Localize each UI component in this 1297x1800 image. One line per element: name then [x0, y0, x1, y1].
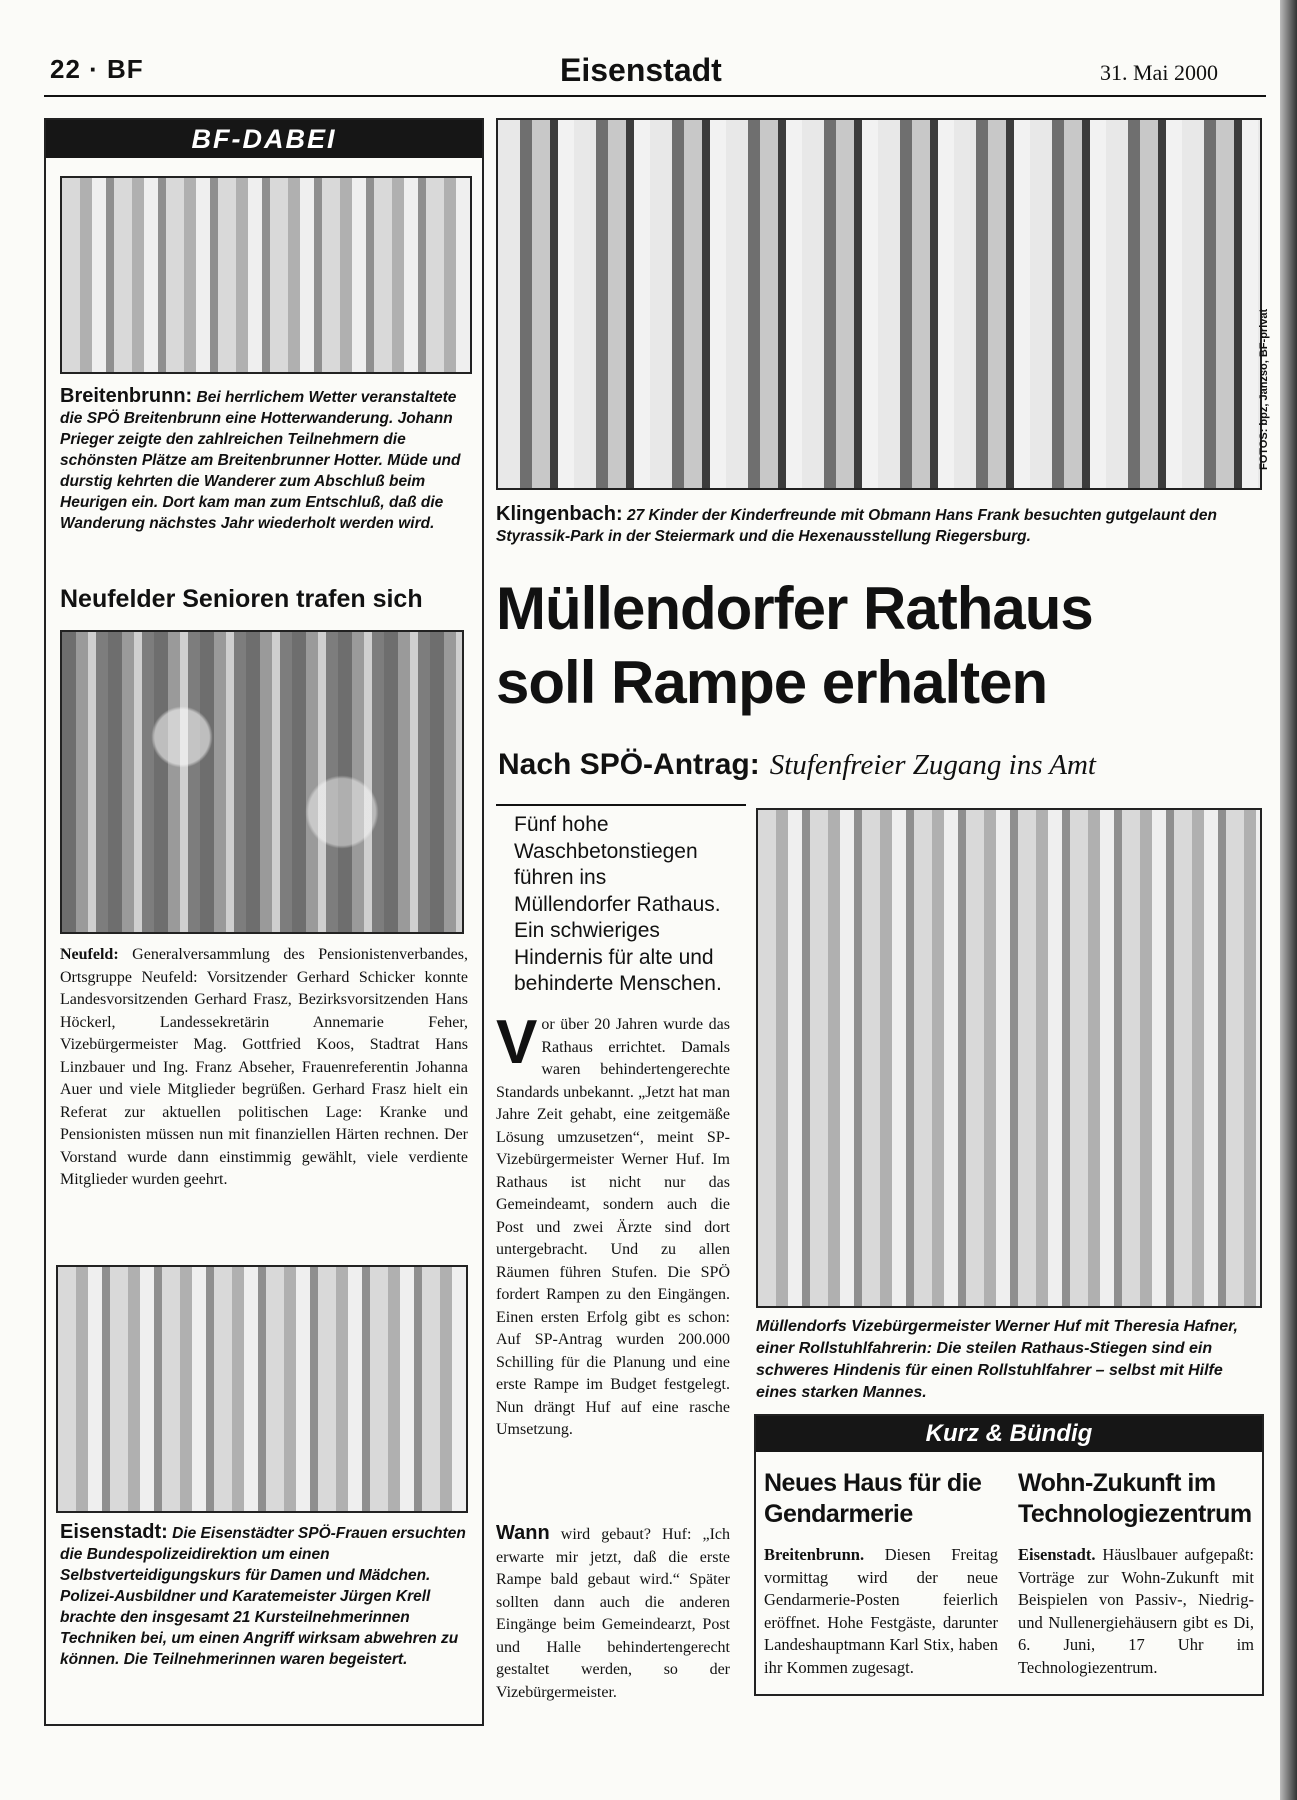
caption-klingenbach: [496, 504, 1262, 547]
teaser: Fünf hohe Waschbetonstiegen führen ins Müllendorfer Rathaus. Ein schwieriges Hindernis für alte und behinderte Menschen.: [514, 813, 722, 995]
article-body-2: wird gebaut? Huf: „Ich erwarte mir jetzt, daß die erste Rampe bald gebaut wird.“ Später sollten dann auch die anderen Eingänge beim Gemeindearzt, Post und Halle behindertengerecht gestaltet werden, so der Vizebürgermeister.: [496, 1526, 731, 1701]
group-photo-breitenbrunn: [60, 176, 472, 374]
kurz-item1-text: Diesen Freitag vormittag wird der neue Gendarmerie-Posten feierlich eröffnet. Hohe Festgäste, darunter Landeshauptmann Karl Stix, haben ihr Kommen zugesagt.: [764, 1545, 998, 1677]
kurz-item2-body: [1018, 1544, 1254, 1679]
neufeld-headline: Neufelder Senioren trafen sich: [60, 585, 423, 613]
photo-klingenbach-children: [496, 118, 1262, 490]
issue-date: 31. Mai 2000: [1100, 60, 1218, 85]
headline-line-2: soll Rampe erhalten: [496, 649, 1048, 716]
kurz-item2-place: Eisenstadt.: [1018, 1545, 1096, 1564]
neufeld-place: Neufeld:: [60, 946, 119, 963]
teaser-rule: [496, 804, 746, 806]
photo-eisenstadt-course: [56, 1265, 468, 1513]
caption-place-klingenbach: Klingenbach:: [496, 503, 623, 525]
kurz-item1-place: Breitenbrunn.: [764, 1545, 865, 1564]
subheadline: [498, 748, 1096, 782]
neufeld-text: Generalversammlung des Pensionistenverbandes, Ortsgruppe Neufeld: Vorsitzender Gerhard Schicker konnte Landesvorsitzenden Gerhard Frasz, Bezirksvorsitzenden Hans Höckerl, Landessekretärin Annemarie Feher, Vizebürgermeister Mag. Gottfried Koos, Stadtrat Hans Linzbauer und Ing. Franz Abseher, Frauenreferentin Johanna Auer und viele Mitglieder begrüßen. Gerhard Frasz hielt ein Referat zur aktuellen politischen Lage: Kranke und Pensionisten müssen nun mit finanziellen Härten rechnen. Der Vorstand wurde dann einstimmig gewählt, viele verdiente Mitglieder wurden geehrt.: [60, 946, 468, 1188]
caption-text: Bei herrlichem Wetter veranstaltete die SPÖ Breitenbrunn eine Hotterwanderung. Johann Prieger zeigte den zahlreichen Teilnehmern die schönsten Plätze am Breitenbrunner Hotter. Müde und durstig kehrten die Wanderer zum Abschluß beim Heurigen ein. Dort kam man zum Entschluß, daß die Wanderung nächstes Jahr wiederholt werden wird.: [60, 389, 461, 532]
subline: Stufenfreier Zugang ins Amt: [769, 749, 1096, 781]
headline-line-1: Müllendorfer Rathaus: [496, 575, 1093, 642]
caption-text-klingenbach: 27 Kinder der Kinderfreunde mit Obmann Hans Frank besuchten gutgelaunt den Styrassik-Park in der Steiermark und die Hexenausstellung Riegersburg.: [496, 507, 1217, 545]
photo-credit: FOTOS: bpz, Janzso, BF-privat: [1258, 308, 1270, 470]
caption-place-eisenstadt: Eisenstadt:: [60, 1521, 168, 1543]
page-edge: [1280, 0, 1297, 1800]
main-headline: [496, 572, 1276, 720]
photo-neufeld-seniors: [60, 630, 464, 934]
kurz-item2-headline: Wohn-Zukunft im Technologiezentrum: [1018, 1469, 1252, 1528]
caption-breitenbrunn: [60, 386, 472, 534]
caption-text-eisenstadt: Die Eisenstädter SPÖ-Frauen ersuchten die Bundespolizeidirektion um einen Selbstverteidigungskurs für Damen und Mädchen. Polizei-Ausbildner und Karatemeister Jürgen Krell brachte den insgesamt 21 Kursteilnehmerinnen Techniken bei, um einen Angriff wirksam abwehren zu können. Die Teilnehmerinnen waren begeistert.: [60, 1525, 466, 1668]
article-body-second: [496, 1522, 730, 1704]
photo-wheelchair: [756, 808, 1262, 1308]
article-body: [496, 1008, 730, 1442]
page-number: 22 · BF: [50, 54, 144, 84]
kurz-item1-headline: Neues Haus für die Gendarmerie: [764, 1469, 982, 1528]
article-body-1: or über 20 Jahren wurde das Rathaus errichtet. Damals waren behindertengerechte Standards unbekannt. „Jetzt hat man Jahre Zeit gehabt, eine zeitgemäße Lösung umzusetzen“, meint SP-Vizebürgermeister Werner Huf. Im Rathaus ist nicht nur das Gemeindeamt, sondern auch die Post und zwei Ärzte sind dort untergebracht. Und zu allen Räumen führen Stufen. Die SPÖ fordert Rampen zu den Eingängen. Einen ersten Erfolg gibt es schon: Auf SP-Antrag wurden 200.000 Schilling für die Planung und eine erste Rampe im Budget festgelegt. Nun drängt Huf auf eine rasche Umsetzung.: [496, 1016, 730, 1438]
article-body-2-lead: Wann: [496, 1522, 550, 1544]
kurz-item2-text: Häuslbauer aufgepaßt: Vorträge zur Wohn-Zukunft mit Beispielen von Passiv-, Niedrig- und Nullenergiehäusern gibt es Di, 6. Juni, 17 Uhr im Technologiezentrum.: [1018, 1545, 1254, 1677]
neufeld-article: [60, 944, 468, 1192]
caption-wheelchair: Müllendorfs Vizebürgermeister Werner Huf mit Theresia Hafner, einer Rollstuhlfahrerin: Die steilen Rathaus-Stiegen sind ein schweres Hindenis für einen Rollstuhlfahrer – selbst mit Hilfe eines starken Mannes.: [756, 1318, 1238, 1401]
section-title: Eisenstadt: [560, 52, 722, 88]
header-rule: [44, 95, 1266, 97]
dropcap: V: [496, 1008, 538, 1077]
kicker: Nach SPÖ-Antrag:: [498, 748, 760, 781]
caption-eisenstadt: [60, 1522, 472, 1670]
caption-place: Breitenbrunn:: [60, 385, 193, 407]
kurz-item1-body: [764, 1544, 998, 1679]
column-label: BF-DABEI: [46, 120, 482, 158]
kurz-label: Kurz & Bündig: [756, 1416, 1262, 1452]
